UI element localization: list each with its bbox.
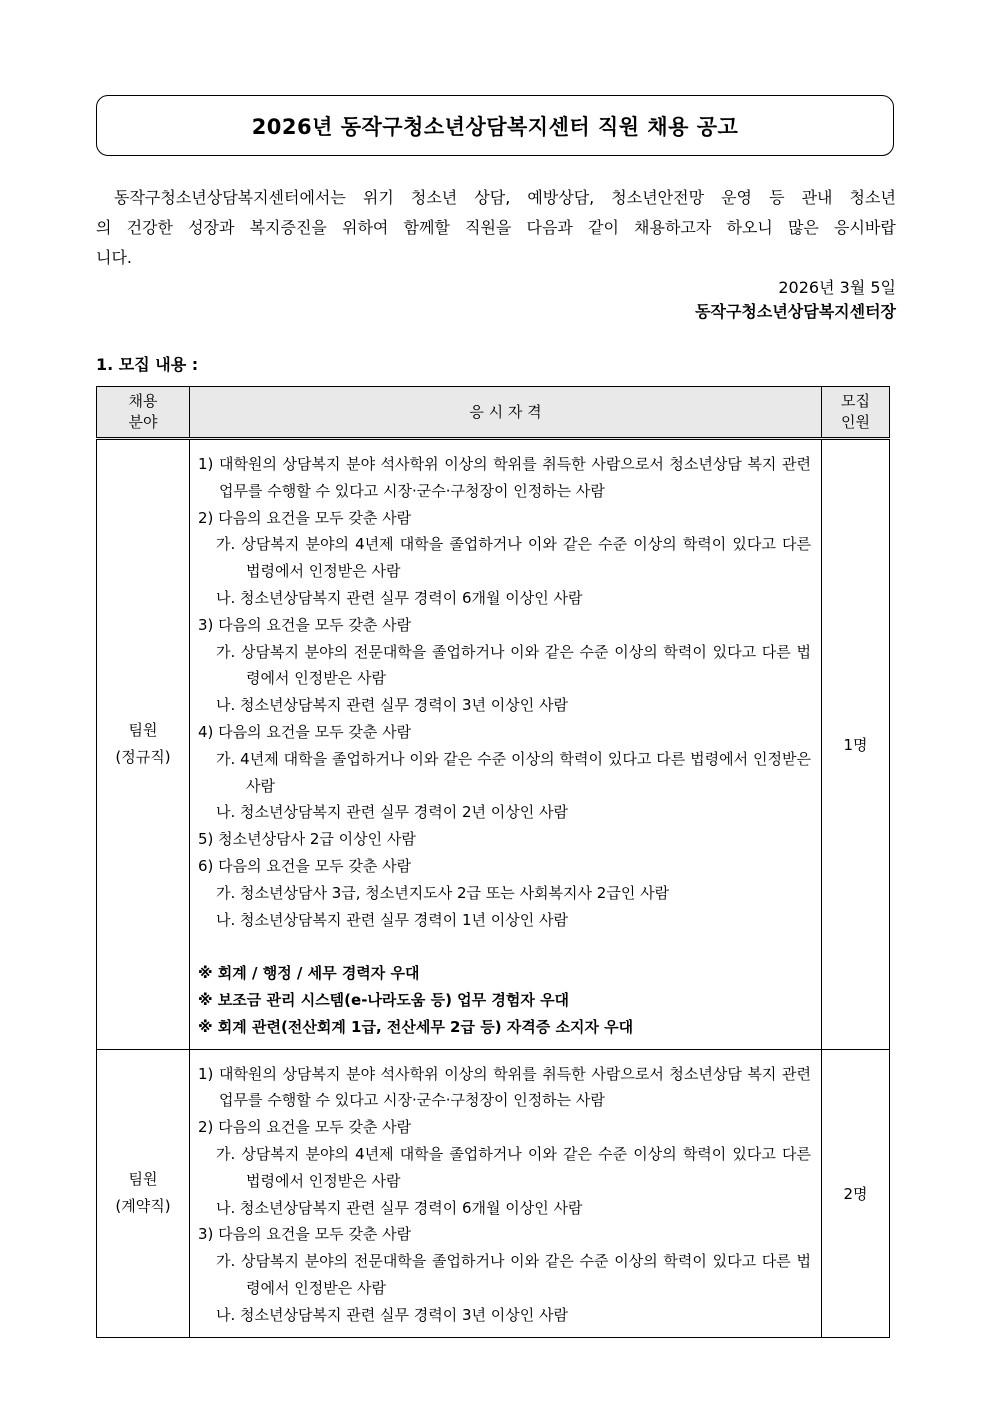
intro-word: 채용하고자 (634, 218, 712, 237)
qualification-item: 1) 대학원의 상담복지 분야 석사학위 이상의 학위를 취득한 사람으로서 청소년상담 복지 관련 업무를 수행할 수 있다고 시장·군수·구청장이 인정하는 사람 (198, 1064, 811, 1110)
field-cell (97, 439, 190, 1050)
intro-word: 응시바랍 (834, 218, 896, 237)
title-box (96, 95, 894, 156)
signer: 동작구청소년상담복지센터장 (695, 302, 896, 321)
table-header-row (97, 387, 890, 439)
count-cell: 1명 (822, 439, 890, 1050)
intro-word: 하오니 (726, 218, 773, 237)
field-cell (97, 1049, 190, 1337)
qualification-item: 가. 4년제 대학을 졸업하거나 이와 같은 수준 이상의 학력이 있다고 다른 법령에서 인정받은 사람 (216, 749, 811, 795)
header-field (97, 387, 190, 439)
intro-word: 다음과 (526, 218, 573, 237)
recruitment-table (96, 386, 890, 1338)
qualification-item: 2) 다음의 요건을 모두 갖춘 사람 (198, 1118, 412, 1137)
qualification-item: 나. 청소년상담복지 관련 실무 경력이 6개월 이상인 사람 (216, 1198, 583, 1217)
field-type: (정규직) (115, 748, 171, 767)
qualification-item: 가. 상담복지 분야의 4년제 대학을 졸업하거나 이와 같은 수준 이상의 학력이 있다고 다른 법령에서 인정받은 사람 (216, 1144, 811, 1190)
qualification-item: 가. 상담복지 분야의 전문대학을 졸업하거나 이와 같은 수준 이상의 학력이 있다고 다른 법령에서 인정받은 사람 (216, 642, 811, 688)
intro-word: 청소년 (410, 188, 458, 207)
intro-line-3: 니다. (96, 248, 132, 267)
qualifications-cell (190, 1049, 822, 1337)
intro-word: 위기 (362, 188, 394, 207)
intro-word: 동작구청소년상담복지센터에서는 (114, 188, 346, 207)
intro-word: 관내 (801, 188, 833, 207)
page-title: 2026년 동작구청소년상담복지센터 직원 채용 공고 (251, 114, 739, 139)
qualification-item: 6) 다음의 요건을 모두 갖춘 사람 (198, 856, 412, 875)
qualification-item: 가. 상담복지 분야의 전문대학을 졸업하거나 이와 같은 수준 이상의 학력이 있다고 다른 법령에서 인정받은 사람 (216, 1252, 811, 1297)
field-type: (계약직) (115, 1197, 171, 1216)
preference-note: ※ 회계 / 행정 / 세무 경력자 우대 (198, 964, 420, 983)
field-name: 팀원 (128, 721, 158, 740)
qualification-item: 나. 청소년상담복지 관련 실무 경력이 2년 이상인 사람 (216, 803, 568, 822)
intro-paragraph (96, 183, 896, 273)
qualification-item: 가. 상담복지 분야의 4년제 대학을 졸업하거나 이와 같은 수준 이상의 학력이 있다고 다른 법령에서 인정받은 사람 (216, 535, 811, 581)
table-row (97, 1049, 890, 1337)
intro-word: 청소년 (849, 188, 896, 207)
intro-line-1 (96, 183, 896, 213)
qualification-item: 가. 청소년상담사 3급, 청소년지도사 2급 또는 사회복지사 2급인 사람 (216, 883, 670, 902)
intro-word: 예방상담, (527, 188, 595, 207)
qualification-item: 5) 청소년상담사 2급 이상인 사람 (198, 830, 416, 849)
intro-word: 위하여 (342, 218, 389, 237)
qualification-item: 3) 다음의 요건을 모두 갖춘 사람 (198, 615, 412, 634)
qualification-item: 1) 대학원의 상담복지 분야 석사학위 이상의 학위를 취득한 사람으로서 청소년상담 복지 관련 업무를 수행할 수 있다고 시장·군수·구청장이 인정하는 사람 (198, 455, 811, 500)
intro-word: 함께할 (403, 218, 450, 237)
intro-word: 직원을 (465, 218, 512, 237)
qualification-item: 나. 청소년상담복지 관련 실무 경력이 3년 이상인 사람 (216, 1305, 568, 1324)
intro-word: 청소년안전망 (611, 188, 705, 207)
section-title: 1. 모집 내용 : (96, 355, 199, 374)
preference-note: ※ 회계 관련(전산회계 1급, 전산세무 2급 등) 자격증 소지자 우대 (198, 1017, 634, 1036)
intro-word: 같이 (588, 218, 619, 237)
header-qualifications: 응 시 자 격 (190, 387, 822, 439)
preference-note: ※ 보조금 관리 시스템(e-나라도움 등) 업무 경험자 우대 (198, 990, 570, 1009)
header-count (822, 387, 890, 439)
qualification-item: 나. 청소년상담복지 관련 실무 경력이 6개월 이상인 사람 (216, 588, 583, 607)
header-count-line: 인원 (841, 413, 870, 431)
intro-word: 상담, (474, 188, 511, 207)
intro-line-2 (96, 213, 896, 243)
header-count-line: 모집 (841, 392, 870, 410)
count-cell: 2명 (822, 1049, 890, 1337)
qualification-item: 4) 다음의 요건을 모두 갖춘 사람 (198, 722, 412, 741)
intro-word: 운영 (721, 188, 753, 207)
intro-word: 복지증진을 (249, 218, 327, 237)
intro-word: 건강한 (126, 218, 173, 237)
spacer (198, 933, 811, 960)
qualification-item: 나. 청소년상담복지 관련 실무 경력이 3년 이상인 사람 (216, 696, 568, 715)
intro-word: 등 (769, 188, 785, 207)
field-name: 팀원 (128, 1170, 158, 1189)
header-field-line: 분야 (128, 413, 158, 431)
header-field-line: 채용 (128, 392, 158, 410)
qualifications-cell (190, 439, 822, 1050)
qualification-item: 나. 청소년상담복지 관련 실무 경력이 1년 이상인 사람 (216, 910, 568, 929)
intro-word: 많은 (787, 218, 819, 237)
qualification-item: 3) 다음의 요건을 모두 갖춘 사람 (198, 1225, 412, 1244)
qualification-item: 2) 다음의 요건을 모두 갖춘 사람 (198, 508, 412, 527)
intro-word: 의 (96, 218, 112, 237)
intro-word: 성장과 (188, 218, 235, 237)
announcement-date: 2026년 3월 5일 (778, 278, 896, 297)
table-row (97, 439, 890, 1050)
